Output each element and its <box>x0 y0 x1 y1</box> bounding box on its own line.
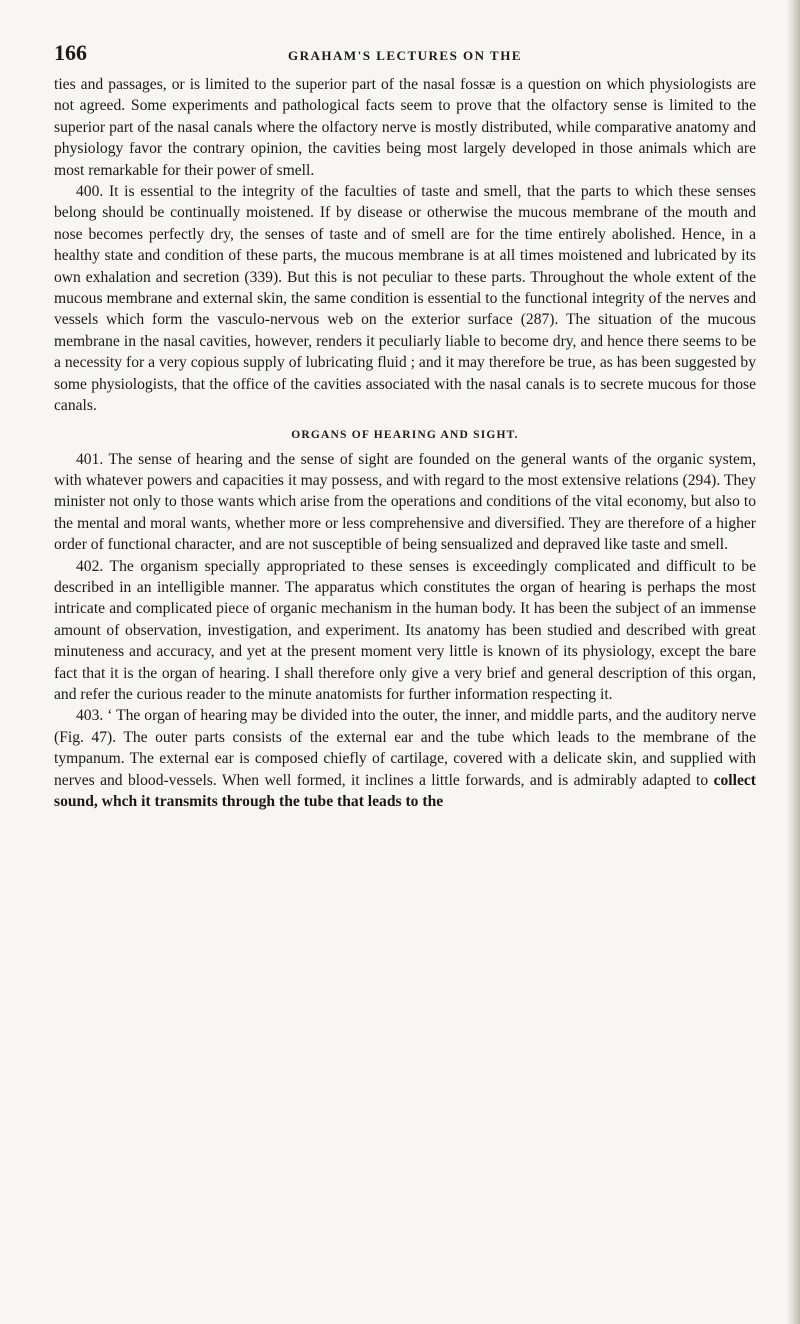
paragraph-403-text: 403. ‘ The organ of hearing may be divided into the outer, the inner, and middle parts, and the auditory nerve (Fig. 47). The outer parts consists of the external ear and the tube which leads to the membrane of the tympanum. The external ear is composed chiefly of cartilage, covered with a delicate skin, and supplied with nerves and blood-vessels. When well formed, it inclines a little forwards, and is admirably adapted to <box>54 707 756 789</box>
paragraph-402: 402. The organism specially appropriated to these senses is exceedingly complicated and difficult to be described in an intelligible manner. The apparatus which constitutes the organ of hearing is perhaps the most intricate and complicated piece of organic mechanism in the human body. It has been the subject of an immense amount of observation, investigation, and experiment. Its anatomy has been studied and described with great minuteness and accuracy, and yet at the present moment very little is known of its physiology, except the bare fact that it is the organ of hearing. I shall therefore only give a very brief and general description of this organ, and refer the curious reader to the minute anatomists for further information respecting it. <box>54 557 756 703</box>
page-edge-shadow <box>786 0 800 1324</box>
paragraph-400: 400. It is essential to the integrity of the faculties of taste and smell, that the parts to which these senses belong should be continually moistened. If by disease or otherwise the mucous membrane of the mouth and nose becomes perfectly dry, the senses of taste and of smell are for the time entirely abolished. Hence, in a healthy state and condition of these parts, the mucous membrane is at all times moistened and lubricated by its own exhalation and secretion (339). But this is not peculiar to these parts. Throughout the whole extent of the mucous membrane and external skin, the same condition is essential to the functional integrity of the nerves and vessels which form the vasculo-nervous web on the exterior surface (287). The situation of the mucous membrane in the nasal cavities, however, renders it peculiarly liable to become dry, and hence there seems to be a necessity for a very copious supply of lubricating fluid ; and it may therefore be true, as has been suggested by some physiologists, that the office of the cavities associated with the nasal canals is to secrete mucous for those canals. <box>54 183 756 415</box>
page-number: 166 <box>54 40 87 65</box>
paragraph-403-bold-tail: collect sound, whch it transmits through the tube that leads to the <box>54 771 756 810</box>
section-heading: ORGANS OF HEARING AND SIGHT. <box>291 428 519 441</box>
paragraph-401: 401. The sense of hearing and the sense of sight are founded on the general wants of the organic system, with whatever powers and capacities it may possess, and with regard to the most extensive relations (294). They minister not only to those wants which arise from the operations and conditions of the vital economy, but also to the mental and moral wants, whether more or less comprehensive and diversified. They are therefore of a higher order of functional character, and are not susceptible of being sensualized and depraved like taste and smell. <box>54 450 756 554</box>
running-head <box>54 40 756 70</box>
body-text <box>54 74 756 812</box>
running-title: GRAHAM'S LECTURES ON THE <box>287 48 523 63</box>
paragraph-continued: ties and passages, or is limited to the superior part of the nasal fossæ is a question on which physiologists are not agreed. Some experiments and pathological facts seem to prove that the olfactory sense is limited to the superior part of the nasal canals where the olfactory nerve is mostly distributed, while comparative anatomy and physiology favor the contrary opinion, the cavities being most largely developed in those animals which are most remarkable for their power of smell. <box>54 76 756 179</box>
paragraph-403 <box>54 705 756 812</box>
